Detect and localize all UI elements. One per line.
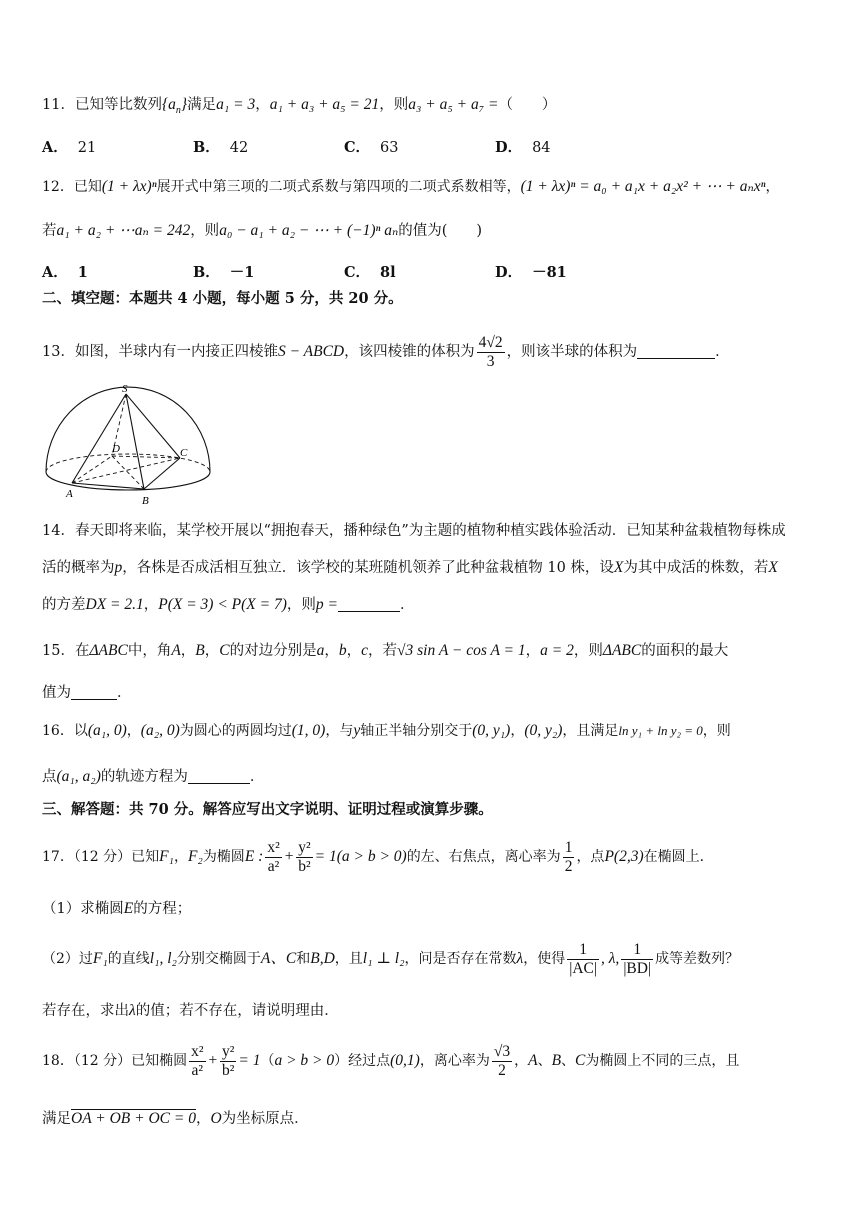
q11-seq: $\{a_n\}$ [161,96,188,117]
q12-option-a: A． 1 [42,264,88,281]
question-12-line1: 12．已知(1 + λx)ⁿ展开式中第三项的二项式系数与第四项的二项式系数相等，(1 + λx)ⁿ = a₀ + a₁x + a₂x² + ⋯ + aₙxⁿ， [42,178,780,195]
question-17-part1: （1）求椭圆E的方程； [42,900,192,917]
fig-label-c: C [180,447,188,459]
question-15-line1: 15．在ΔABC中，角A，B，C的对边分别是a，b，c，若√3 sin A − cos A = 1，a = 2，则ΔABC的面积的最大 [42,642,729,659]
question-14-line1: 14．春天即将来临，某学校开展以“拥抱春天，播种绿色”为主题的植物种植实践体验活动．已知某种盆栽植物每株成 [42,523,786,539]
q13-answer-blank [637,342,715,359]
q11-ask: ，则 [379,97,409,113]
q11-option-b: B． 42 [193,139,249,156]
question-18-stem: 18．（12 分）已知椭圆 $\frac{\text{x²}}{\text{a²}}$ + $\frac{\text{y²}}{\text{b²}}$ = 1（a > b > 0）经过点(0,1)，离心率为 $\frac{√3}{2}$ ，A、B、C为椭圆上不同的三点，且 [42,1042,740,1079]
q11-expr: a₃ + a₅ + a₇ = [408,96,499,113]
q11-option-c: C． 63 [344,139,399,156]
q11-cond2: a₁ + a₃ + a₅ = 21 [269,96,380,113]
q12-option-c: C． 8l [344,264,396,281]
q11-cond1: a₁ = 3 [216,96,256,113]
q11-option-a: A． 21 [42,139,97,156]
q14-answer-blank [338,595,400,612]
fig-label-b: B [142,495,149,507]
fig-label-d: D [112,443,120,455]
fig-label-s: S [122,383,128,395]
question-14-line3: 的方差DX = 2.1，P(X = 3) < P(X = 7)，则p = ． [42,596,415,613]
q11-paren: （ ） [498,97,557,113]
q13-volume-fraction: $\frac{4√2}{3}$ [478,333,503,370]
q12-option-b: B． －1 [193,264,255,281]
question-16-line2: 点(a₁, a₂)的轨迹方程为 ． [42,768,265,785]
q12-option-d: D． －81 [495,264,567,281]
question-17-part2: （2）过F₁的直线l₁, l₂分别交椭圆于A、C和B,D，且l₁ ⊥ l₂，问是否存在常数λ，使得 $\frac{1}{|AC|}$ , λ, $\frac{1}{|BD|}$ 成等差数列？ [42,940,740,977]
question-18-line2: 满足OA + OB + OC = 0，O为坐标原点． [42,1110,309,1127]
question-16-line1: 16．以(a₁, 0)，(a₂, 0)为圆心的两圆均过(1, 0)，与y轴正半轴分别交于(0, y₁)，(0, y₂)，且满足ln y₁ + ln y₂ = 0，则 [42,722,731,739]
q11-cond-label: 满足 [187,97,217,113]
question-15-line2: 值为 ． [42,685,132,701]
question-13: 13．如图，半球内有一内接正四棱锥S − ABCD，该四棱锥的体积为 $\frac{4√2}{3}$ ，则该半球的体积为 ． [42,333,730,370]
question-17-part2-line2: 若存在，求出λ的值；若不存在，请说明理由． [42,1002,339,1019]
question-12-line2: 若a₁ + a₂ + ⋯aₙ = 242，则a₀ − a₁ + a₂ − ⋯ + (−1)ⁿ aₙ的值为( ) [42,222,483,239]
q15-answer-blank [71,683,117,700]
q16-answer-blank [188,767,250,784]
q11-option-d: D． 84 [495,139,551,156]
q11-stem-text: 11．已知等比数列 [42,97,162,113]
question-17-stem: 17．（12 分）已知F₁，F₂为椭圆E : $\frac{\text{x²}}{\text{a²}}$ + $\frac{\text{y²}}{\text{b²}}$ = 1(a > b > 0)的左、右焦点，离心率为 $\frac{1}{2}$ ，点P(2,3)在椭圆上． [42,838,714,875]
section-3-heading: 三、解答题：共 70 分。解答应写出文字说明、证明过程或演算步骤。 [42,801,493,818]
question-14-line2: 活的概率为p，各株是否成活相互独立．该学校的某班随机领养了此种盆栽植物 10 株，设X为其中成活的株数，若X [42,559,778,576]
question-11-stem: 11．已知等比数列$\{a_n\}$满足a₁ = 3，a₁ + a₃ + a₅ = 21，则a₃ + a₅ + a₇ =（ ） [42,96,557,117]
hemisphere-pyramid-figure [40,380,220,510]
section-2-heading: 二、填空题：本题共 4 小题，每小题 5 分，共 20 分。 [42,290,403,307]
fig-label-a: A [66,488,73,500]
